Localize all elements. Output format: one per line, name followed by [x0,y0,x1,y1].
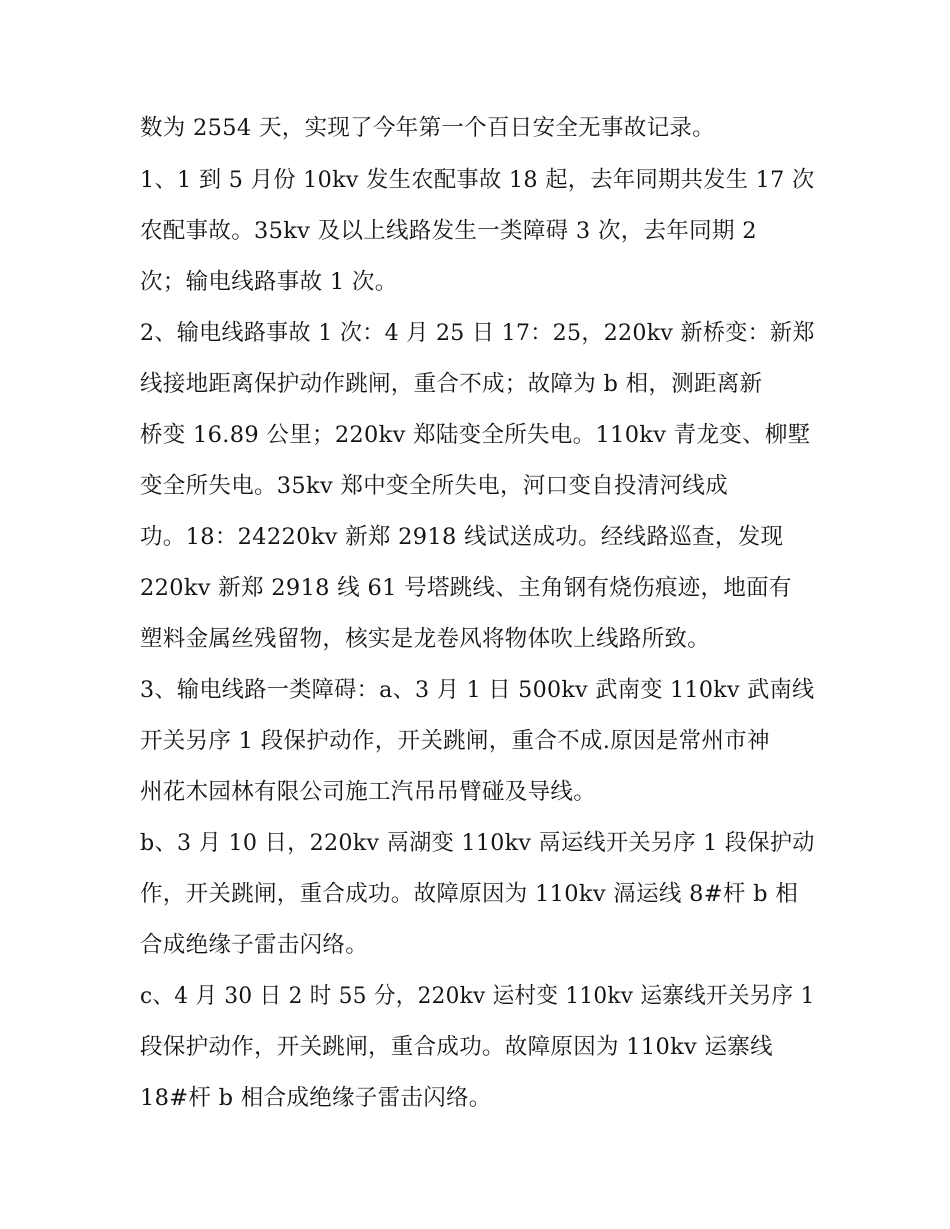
text-line: c、4 月 30 日 2 时 55 分，220kv 运村变 110kv 运寨线开关另序 1 [140,983,815,1009]
text-line: 作，开关跳闸，重合成功。故障原因为 110kv 滆运线 8#杆 b 相 [140,881,799,907]
text-line: 州花木园林有限公司施工汽吊吊臂碰及导线。 [140,779,597,805]
text-line: 变全所失电。35kv 郑中变全所失电，河口变自投清河线成 [140,473,729,499]
text-line: b、3 月 10 日，220kv 鬲湖变 110kv 鬲运线开关另序 1 段保护动 [140,830,815,856]
text-line: 2、输电线路事故 1 次：4 月 25 日 17：25，220kv 新桥变：新郑 [140,320,815,346]
text-line: 桥变 16.89 公里；220kv 郑陆变全所失电。110kv 青龙变、柳墅 [140,422,811,448]
text-line: 220kv 新郑 2918 线 61 号塔跳线、主角钢有烧伤痕迹，地面有 [140,575,792,601]
text-line: 段保护动作，开关跳闸，重合成功。故障原因为 110kv 运寨线 [140,1034,773,1060]
text-line: 线接地距离保护动作跳闸，重合不成；故障为 b 相，测距离新 [140,371,763,397]
text-line: 塑料金属丝残留物，核实是龙卷风将物体吹上线路所致。 [140,626,711,652]
text-line: 数为 2554 天，实现了今年第一个百日安全无事故记录。 [140,115,715,141]
text-line: 3、输电线路一类障碍：a、3 月 1 日 500kv 武南变 110kv 武南线 [140,677,815,703]
text-line: 功。18：24220kv 新郑 2918 线试送成功。经线路巡查，发现 [140,524,784,550]
text-line: 次；输电线路事故 1 次。 [140,269,398,295]
text-line: 18#杆 b 相合成绝缘子雷击闪络。 [140,1085,492,1111]
text-line: 合成绝缘子雷击闪络。 [140,932,369,958]
text-line: 1、1 到 5 月份 10kv 发生农配事故 18 起，去年同期共发生 17 次 [140,167,815,193]
text-line: 开关另序 1 段保护动作，开关跳闸，重合不成.原因是常州市神 [140,728,770,754]
text-line: 农配事故。35kv 及以上线路发生一类障碍 3 次，去年同期 2 [140,218,757,244]
